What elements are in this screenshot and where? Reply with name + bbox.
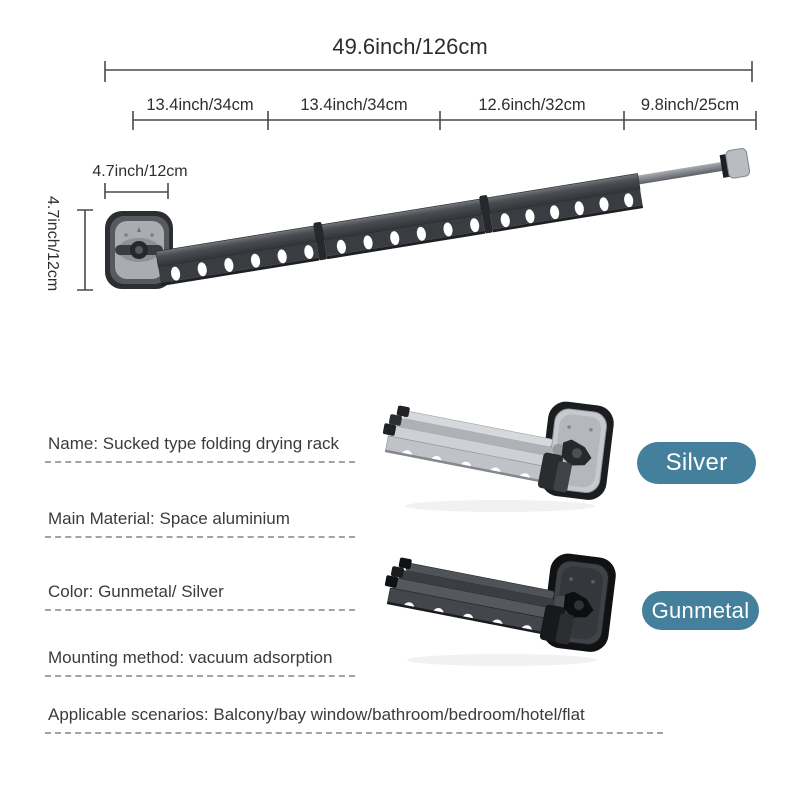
silver-variant-badge [637, 442, 756, 484]
gunmetal-variant-image [382, 550, 637, 668]
dimension-total-label: 49.6inch/126cm [332, 34, 488, 59]
spec-scenarios-text: Applicable scenarios: Balcony/bay window/bathroom/bedroom/hotel/flat [48, 705, 585, 724]
gunmetal-variant-badge [642, 591, 759, 630]
silver-variant-label: Silver [665, 449, 728, 476]
spec-color [45, 582, 355, 611]
spec-scenarios [45, 705, 663, 734]
dimension-mount-width-label: 4.7inch/12cm [92, 163, 188, 180]
divider-line [45, 675, 355, 677]
dimension-mount-height-label: 4.7inch/12cm [44, 196, 61, 292]
spec-name-text: Name: Sucked type folding drying rack [48, 434, 340, 453]
spec-name [45, 434, 355, 463]
spec-mounting-text: Mounting method: vacuum adsorption [48, 648, 333, 667]
main-product-image [90, 125, 780, 345]
divider-line [45, 609, 355, 611]
divider-line [45, 732, 663, 734]
dimension-segment2-label: 13.4inch/34cm [300, 96, 408, 114]
divider-line [45, 461, 355, 463]
dimension-segment4-label: 9.8inch/25cm [640, 96, 740, 114]
dimension-segment3-label: 12.6inch/32cm [478, 96, 586, 114]
dimension-segment1-label: 13.4inch/34cm [146, 96, 254, 114]
spec-material [45, 509, 355, 538]
spec-mounting [45, 648, 355, 677]
rack-rail [155, 148, 753, 286]
spec-material-text: Main Material: Space aluminium [48, 509, 290, 528]
silver-variant-image [380, 398, 635, 516]
spec-color-text: Color: Gunmetal/ Silver [48, 582, 224, 601]
gunmetal-variant-label: Gunmetal [651, 597, 750, 623]
divider-line [45, 536, 355, 538]
